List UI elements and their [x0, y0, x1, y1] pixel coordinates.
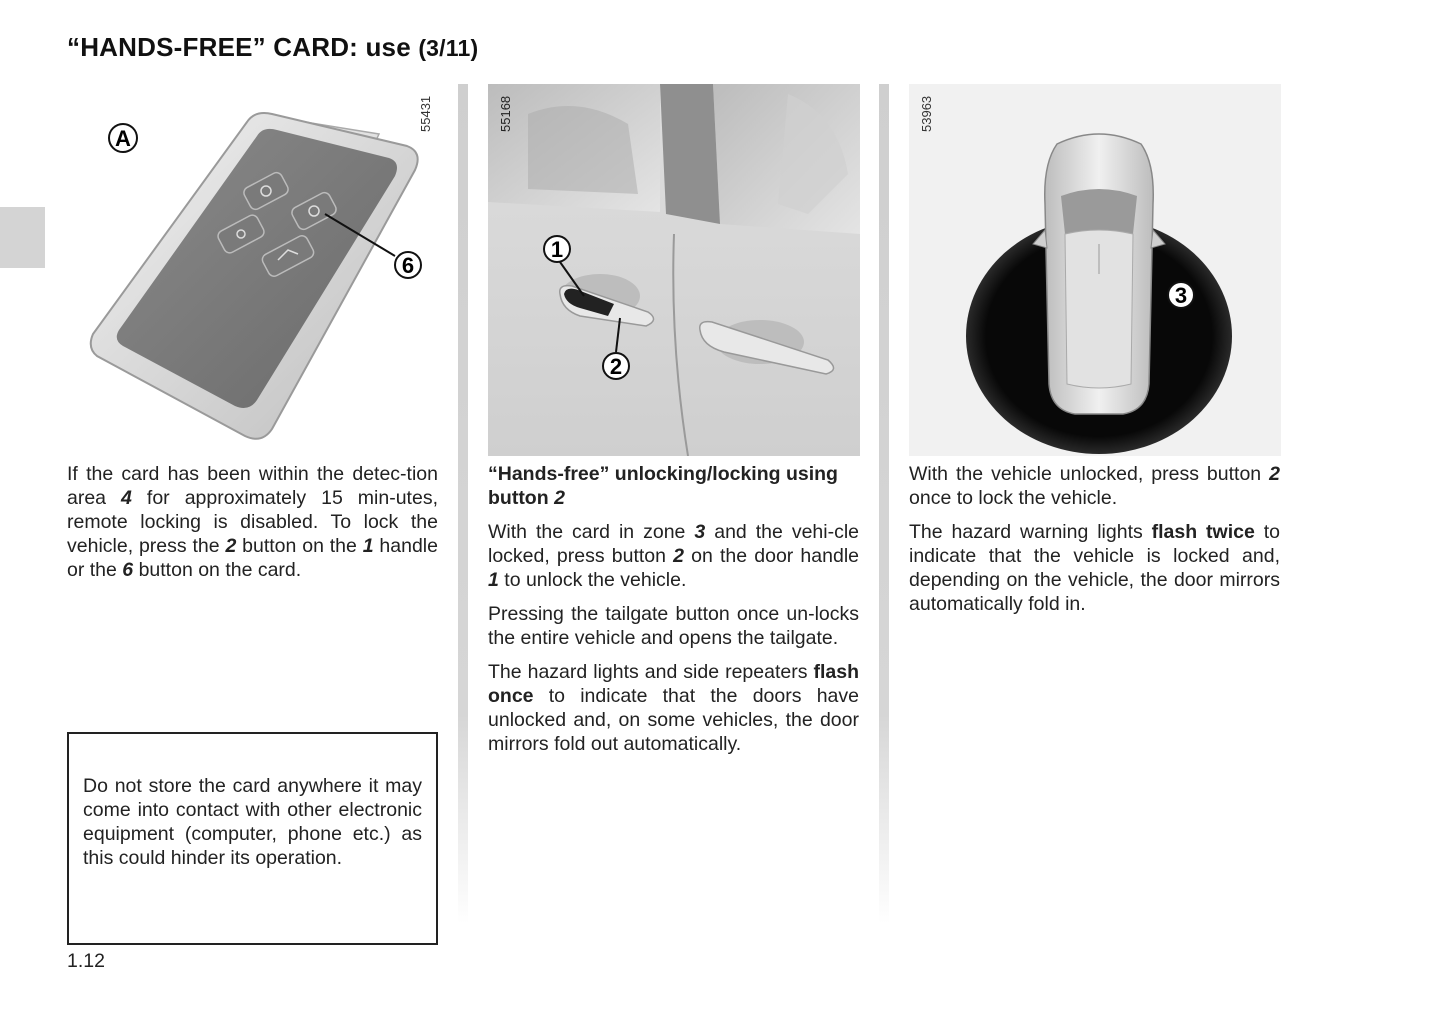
text-run: With the vehicle unlocked, press button: [909, 463, 1270, 485]
callout-3: 3: [1174, 283, 1188, 308]
text-run: for approximately 15 min-utes, remote locking is disabled. To lock the vehicle, press the: [67, 487, 438, 557]
column-2-paragraph-1: [488, 520, 859, 592]
page-title-part: (3/11): [418, 35, 479, 61]
column-2-text: [488, 462, 859, 766]
door-figure: [488, 84, 860, 456]
warning-box: [67, 732, 438, 945]
column-3-text: [909, 462, 1280, 626]
ref-number: 2: [673, 545, 684, 567]
text-run: With the card in zone: [488, 521, 695, 543]
ref-number: 2: [1269, 463, 1280, 485]
callout-a: A: [115, 126, 131, 151]
warning-text: Do not store the card anywhere it may come into contact with other electronic equipment (computer, phone etc.) as this could hinder its operation.: [83, 775, 422, 869]
emphasis: flash once: [488, 661, 859, 707]
ref-number: 2: [554, 487, 565, 509]
column-2-paragraph-2: Pressing the tailgate button once un-locks the entire vehicle and opens the tailgate.: [488, 603, 859, 649]
page-number: 1.12: [67, 950, 105, 972]
section-tab: [0, 207, 45, 268]
text-run: The hazard warning lights: [909, 521, 1152, 543]
page-title-main: “HANDS-FREE” CARD: use: [67, 32, 411, 62]
text-run: on the door handle: [684, 545, 859, 567]
text-run: once to lock the vehicle.: [909, 487, 1118, 509]
text-run: and the vehi-cle locked, press button: [488, 521, 860, 567]
column-1-paragraph-1: [67, 462, 438, 582]
ref-number: 6: [122, 559, 134, 581]
page-title: [67, 32, 478, 63]
ref-number: 1: [362, 535, 374, 557]
ref-number: 1: [488, 569, 499, 591]
door-figure-ref: 55168: [498, 95, 513, 132]
column-divider-2: [879, 84, 889, 924]
text-run: to indicate that the doors have unlocked and, on some vehicles, the door mirrors fold out automatically.: [488, 685, 859, 755]
door-handle-illustration: [488, 84, 860, 456]
vehicle-zone-illustration: [909, 84, 1281, 456]
section-heading: [488, 462, 859, 510]
text-run: to unlock the vehicle.: [498, 569, 687, 591]
column-3-paragraph-2: [909, 520, 1280, 616]
text-run: The hazard lights and side repeaters: [488, 661, 814, 683]
card-figure-ref: 55431: [418, 95, 433, 132]
callout-2: 2: [609, 354, 623, 379]
heading-text: “Hands-free” unlocking/locking using button: [488, 463, 838, 509]
callout-1: 1: [550, 237, 564, 262]
card-illustration: [67, 84, 439, 456]
ref-number: 4: [121, 487, 132, 509]
card-figure: [67, 84, 439, 456]
callout-6: 6: [401, 253, 415, 278]
text-run: If the card has been within the detec-tion area: [67, 463, 438, 509]
ref-number: 2: [225, 535, 237, 557]
text-run: to indicate that the vehicle is locked and, depending on the vehicle, the door mirrors automatically fold in.: [909, 521, 1280, 615]
text-run: button on the card.: [133, 559, 302, 581]
column-3-paragraph-1: [909, 462, 1280, 510]
column-2-paragraph-3: [488, 660, 859, 756]
column-divider-1: [458, 84, 468, 924]
text-run: button on the: [236, 535, 363, 557]
vehicle-figure-ref: 53963: [919, 95, 934, 132]
vehicle-figure: [909, 84, 1281, 456]
column-1-text: [67, 462, 438, 592]
text-run: handle or the: [67, 535, 438, 581]
ref-number: 3: [694, 521, 706, 543]
emphasis: flash twice: [1151, 521, 1255, 543]
